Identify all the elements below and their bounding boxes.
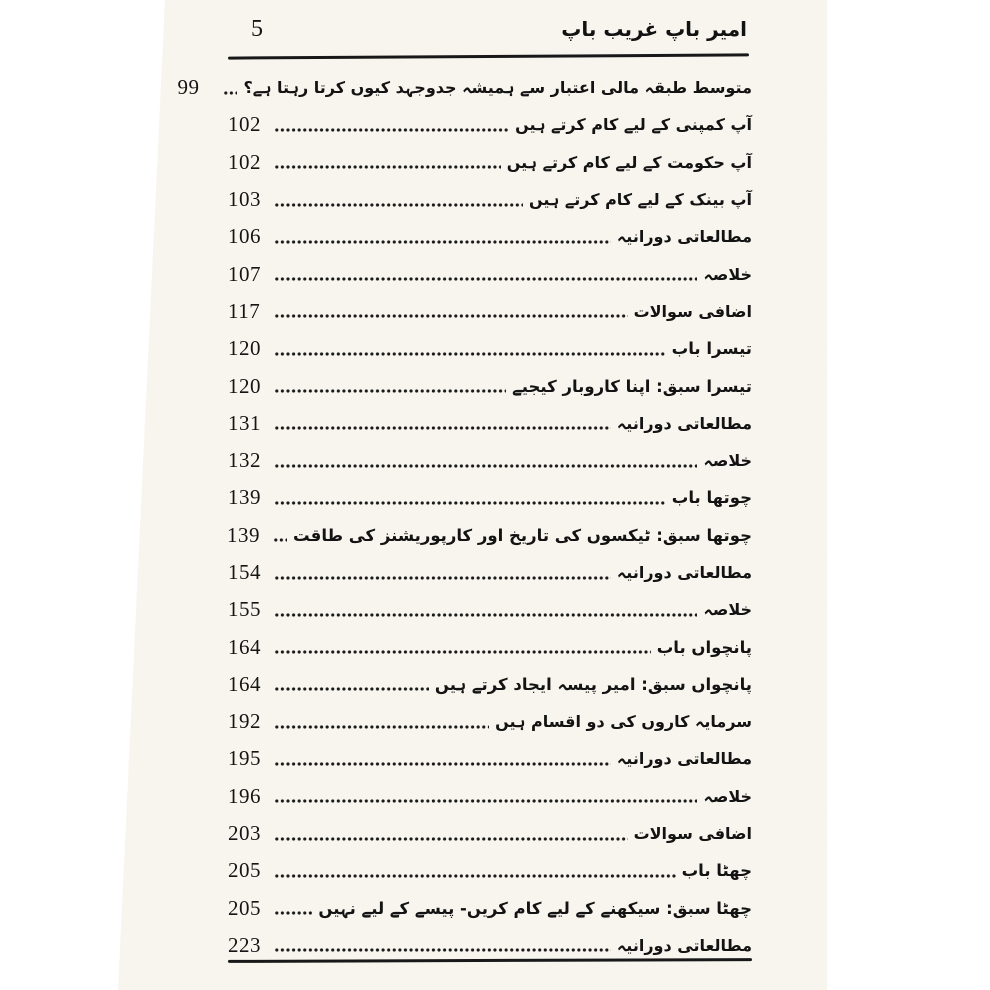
page-number: 5	[251, 16, 263, 42]
dotted-leader	[274, 762, 611, 766]
toc-entry-page-number: 107	[228, 261, 261, 286]
dotted-leader	[274, 464, 697, 468]
toc-entry-label: پانچواں سبق: امیر پیسہ ایجاد کرتے ہیں	[434, 674, 752, 694]
dotted-leader	[274, 277, 697, 281]
toc-entry-label: مطالعاتی دورانیہ	[616, 413, 752, 433]
toc-entry-page-number: 131	[228, 410, 261, 435]
toc-entry-page-number: 99	[177, 75, 200, 100]
toc-row	[228, 628, 752, 665]
dotted-leader	[274, 725, 489, 729]
dotted-leader	[274, 613, 697, 617]
toc-entry-page-number: 120	[228, 373, 261, 398]
toc-entry-page-number: 117	[228, 298, 261, 323]
toc-row	[228, 703, 752, 740]
toc-row	[228, 255, 752, 292]
dotted-leader	[274, 389, 506, 393]
dotted-leader	[273, 538, 287, 542]
toc-entry-label: اضافی سوالات	[633, 824, 752, 844]
toc-entry-page-number: 132	[228, 448, 261, 473]
toc-entry-label: آپ حکومت کے لیے کام کرتے ہیں	[506, 152, 752, 172]
dotted-leader	[274, 240, 611, 244]
toc-entry-page-number: 205	[228, 895, 261, 920]
dotted-leader	[274, 352, 666, 356]
toc-entry-label: متوسط طبقہ مالی اعتبار سے ہمیشہ جدوجہد کیوں کرتا رہتا ہے؟	[243, 78, 752, 98]
dotted-leader	[274, 426, 611, 430]
toc-row	[228, 106, 752, 143]
dotted-leader	[274, 576, 611, 580]
toc-entry-label: مطالعاتی دورانیہ	[616, 227, 752, 247]
toc-entry-label: خلاصہ	[703, 600, 752, 620]
toc-entry-label: اضافی سوالات	[633, 301, 752, 321]
toc-row	[228, 330, 752, 367]
dotted-leader	[274, 314, 628, 318]
toc-row	[228, 778, 752, 815]
dotted-leader	[274, 799, 697, 803]
toc-entry-label: آپ کمپنی کے لیے کام کرتے ہیں	[515, 115, 752, 135]
toc-row	[228, 591, 752, 628]
toc-entry-label: تیسرا سبق: اپنا کاروبار کیجیے	[512, 376, 752, 396]
toc-entry-label: چھٹا سبق: سیکھنے کے لیے کام کریں- پیسے کے لیے نہیں	[318, 898, 752, 918]
toc-entry-page-number: 102	[228, 149, 261, 174]
toc-entry-label: تیسرا باب	[671, 339, 752, 359]
dotted-leader	[274, 165, 501, 169]
toc-entry-page-number: 154	[228, 560, 261, 584]
dotted-leader	[274, 501, 666, 505]
toc-entry-label: چوتھا باب	[671, 488, 752, 508]
toc-entry-label: پانچواں باب	[656, 637, 752, 657]
toc-row	[177, 69, 752, 106]
toc-entry-page-number: 120	[228, 336, 261, 361]
toc-entry-label: چوتھا سبق: ٹیکسوں کی تاریخ اور کارپوریشنز کی طاقت	[293, 525, 752, 545]
toc-entry-page-number: 155	[228, 597, 261, 622]
toc-entry-page-number: 103	[228, 187, 261, 212]
toc-entry-label: خلاصہ	[703, 264, 752, 284]
toc-list	[177, 69, 752, 964]
dotted-leader	[274, 203, 523, 207]
toc-row	[228, 517, 752, 554]
toc-entry-label: مطالعاتی دورانیہ	[616, 563, 752, 582]
toc-entry-label: مطالعاتی دورانیہ	[616, 935, 752, 955]
toc-entry-page-number: 164	[228, 634, 261, 659]
toc-entry-label: سرمایہ کاروں کی دو اقسام ہیں	[495, 712, 752, 732]
book-title: امیر باپ غریب باپ	[561, 17, 747, 41]
dotted-leader	[223, 91, 237, 95]
toc-entry-page-number: 195	[228, 746, 261, 771]
toc-row	[228, 442, 752, 479]
toc-entry-page-number: 102	[228, 112, 261, 137]
toc-row	[228, 815, 752, 852]
toc-row	[228, 367, 752, 404]
toc-row	[228, 479, 752, 516]
toc-row	[228, 181, 752, 218]
toc-row	[228, 852, 752, 889]
toc-entry-page-number: 192	[228, 709, 261, 734]
toc-row	[228, 554, 752, 591]
toc-entry-page-number: 223	[228, 932, 261, 957]
toc-row	[228, 405, 752, 442]
toc-entry-label: چھٹا باب	[681, 861, 752, 881]
toc-entry-label: مطالعاتی دورانیہ	[616, 749, 752, 769]
toc-row	[228, 293, 752, 330]
toc-row	[228, 890, 752, 927]
toc-entry-label: خلاصہ	[703, 451, 752, 471]
toc-row	[228, 666, 752, 703]
dotted-leader	[274, 837, 628, 841]
toc-entry-page-number: 203	[228, 821, 261, 846]
dotted-leader	[274, 650, 651, 654]
toc-entry-page-number: 205	[228, 858, 261, 883]
toc-entry-label: خلاصہ	[703, 786, 752, 806]
dotted-leader	[274, 911, 312, 915]
dotted-leader	[274, 128, 509, 132]
toc-entry-page-number: 196	[228, 783, 261, 808]
toc-row	[228, 218, 752, 255]
dotted-leader	[274, 948, 611, 952]
toc-row	[228, 740, 752, 777]
toc-entry-page-number: 106	[228, 224, 261, 249]
toc-entry-label: آپ بینک کے لیے کام کرتے ہیں	[528, 190, 752, 210]
dotted-leader	[274, 687, 429, 691]
toc-entry-page-number: 139	[227, 522, 261, 547]
toc-row	[228, 144, 752, 181]
toc-entry-page-number: 139	[228, 485, 261, 510]
dotted-leader	[274, 874, 676, 878]
toc-entry-page-number: 164	[228, 671, 261, 696]
